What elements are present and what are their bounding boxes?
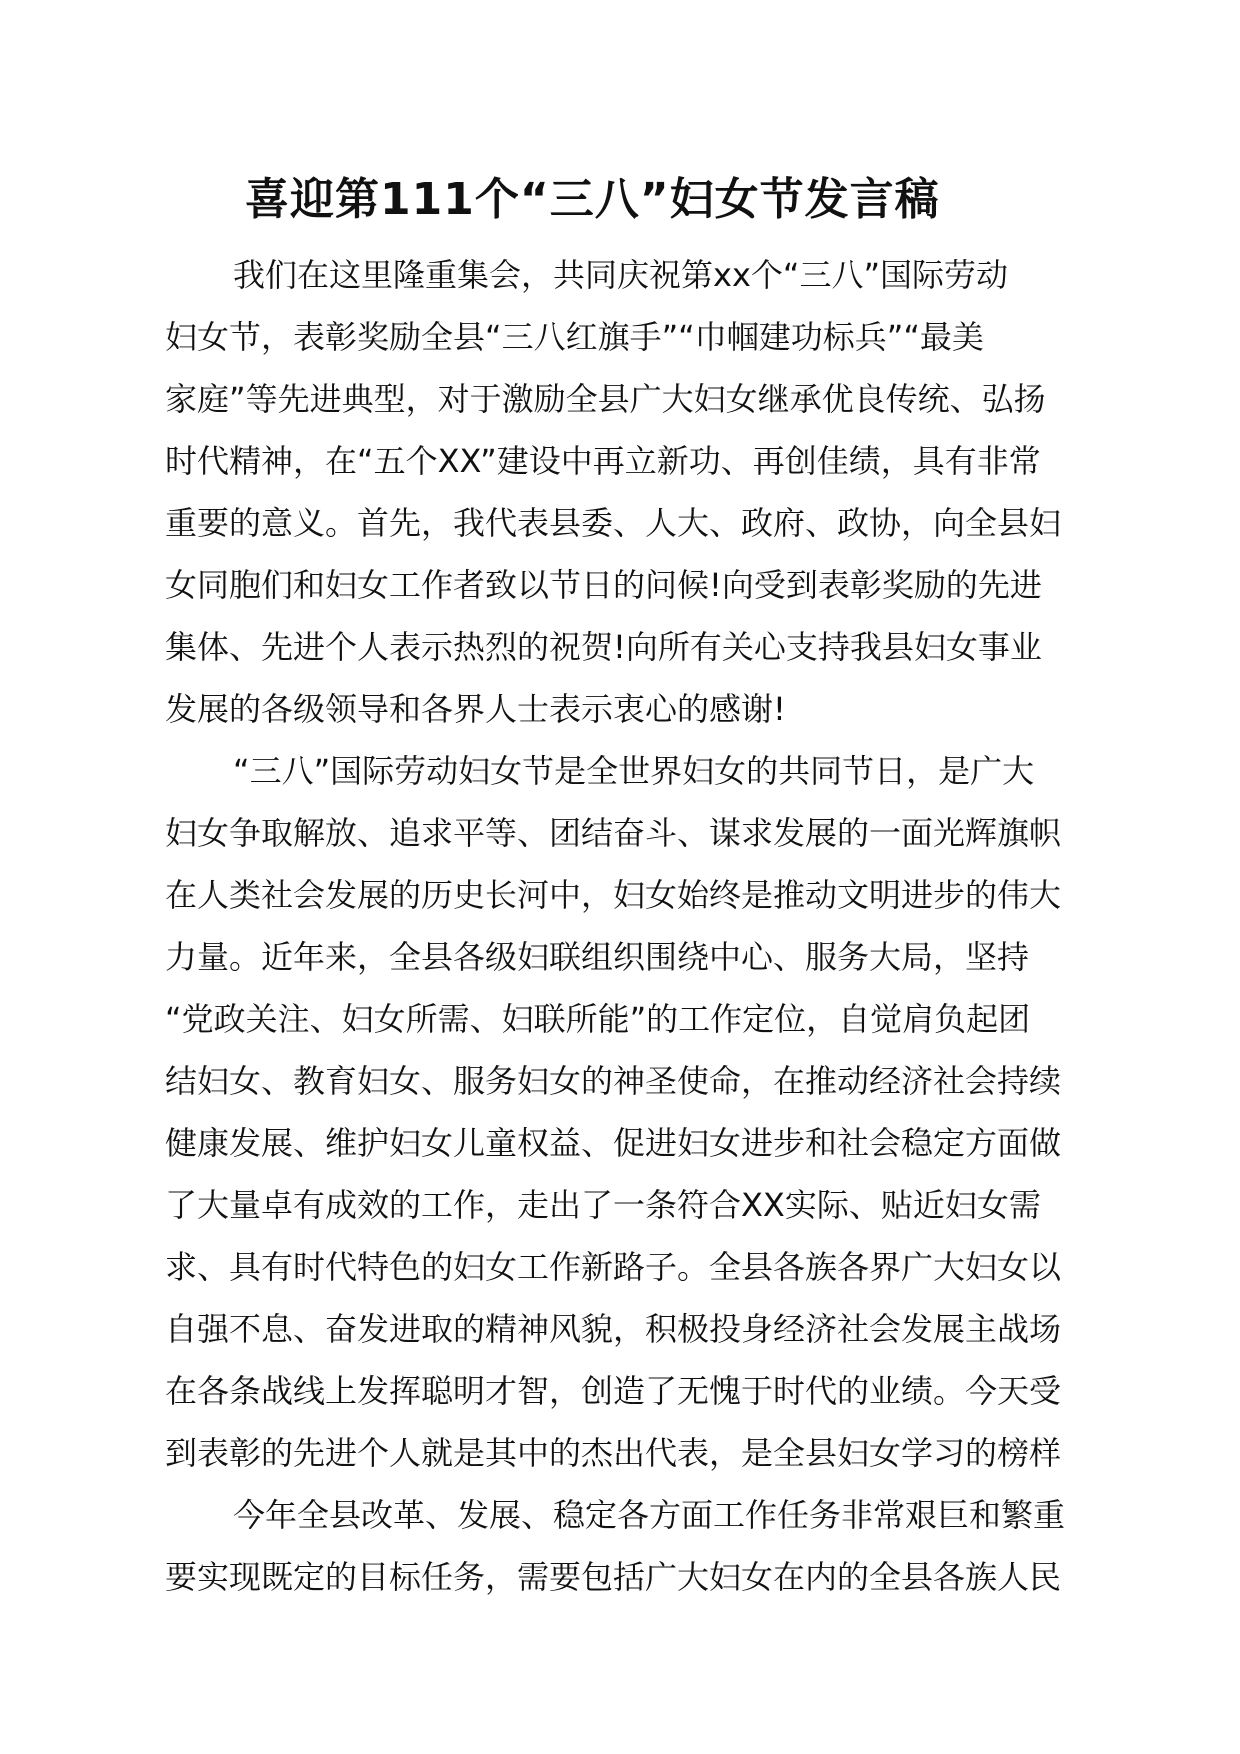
body-text-line: 要实现既定的目标任务，需要包括广大妇女在内的全县各族人民: [165, 1558, 1062, 1596]
body-text-line: 时代精神，在“五个XX”建设中再立新功、再创佳绩，具有非常: [165, 442, 1041, 480]
body-text-line: 在各条战线上发挥聪明才智，创造了无愧于时代的业绩。今天受: [165, 1372, 1062, 1410]
body-text-line: “三八”国际劳动妇女节是全世界妇女的共同节日，是广大: [233, 752, 1035, 790]
body-text-line: 力量。近年来，全县各级妇联组织围绕中心、服务大局，坚持: [165, 938, 1030, 976]
body-text-line: 妇女节，表彰奖励全县“三八红旗手”“巾帼建功标兵”“最美: [165, 318, 984, 356]
body-text-line: 求、具有时代特色的妇女工作新路子。全县各族各界广大妇女以: [165, 1248, 1062, 1286]
body-text-line: 发展的各级领导和各界人士表示衷心的感谢!: [165, 690, 786, 728]
body-text-line: 家庭”等先进典型，对于激励全县广大妇女继承优良传统、弘扬: [165, 380, 1046, 418]
document-title: 喜迎第111个“三八”妇女节发言稿: [245, 174, 940, 225]
body-text-line: 女同胞们和妇女工作者致以节日的问候!向受到表彰奖励的先进: [165, 566, 1042, 604]
document-body: [165, 244, 1115, 1608]
body-text-line: 重要的意义。首先，我代表县委、人大、政府、政协，向全县妇: [165, 504, 1062, 542]
body-text-line: 了大量卓有成效的工作，走出了一条符合XX实际、贴近妇女需: [165, 1186, 1041, 1224]
body-text-line: 结妇女、教育妇女、服务妇女的神圣使命，在推动经济社会持续: [165, 1062, 1062, 1100]
body-text-line: 在人类社会发展的历史长河中，妇女始终是推动文明进步的伟大: [165, 876, 1062, 914]
body-text-line: “党政关注、妇女所需、妇联所能”的工作定位，自觉肩负起团: [165, 1000, 1031, 1038]
body-text-line: 自强不息、奋发进取的精神风貌，积极投身经济社会发展主战场: [165, 1310, 1062, 1348]
body-text-line: 集体、先进个人表示热烈的祝贺!向所有关心支持我县妇女事业: [165, 628, 1042, 666]
body-text-line: 妇女争取解放、追求平等、团结奋斗、谋求发展的一面光辉旗帜: [165, 814, 1062, 852]
body-text-line: 我们在这里隆重集会，共同庆祝第xx个“三八”国际劳动: [233, 256, 1009, 294]
body-text-line: 到表彰的先进个人就是其中的杰出代表，是全县妇女学习的榜样: [165, 1434, 1062, 1472]
body-text-line: 健康发展、维护妇女儿童权益、促进妇女进步和社会稳定方面做: [165, 1124, 1062, 1162]
body-text-line: 今年全县改革、发展、稳定各方面工作任务非常艰巨和繁重: [233, 1496, 1066, 1534]
